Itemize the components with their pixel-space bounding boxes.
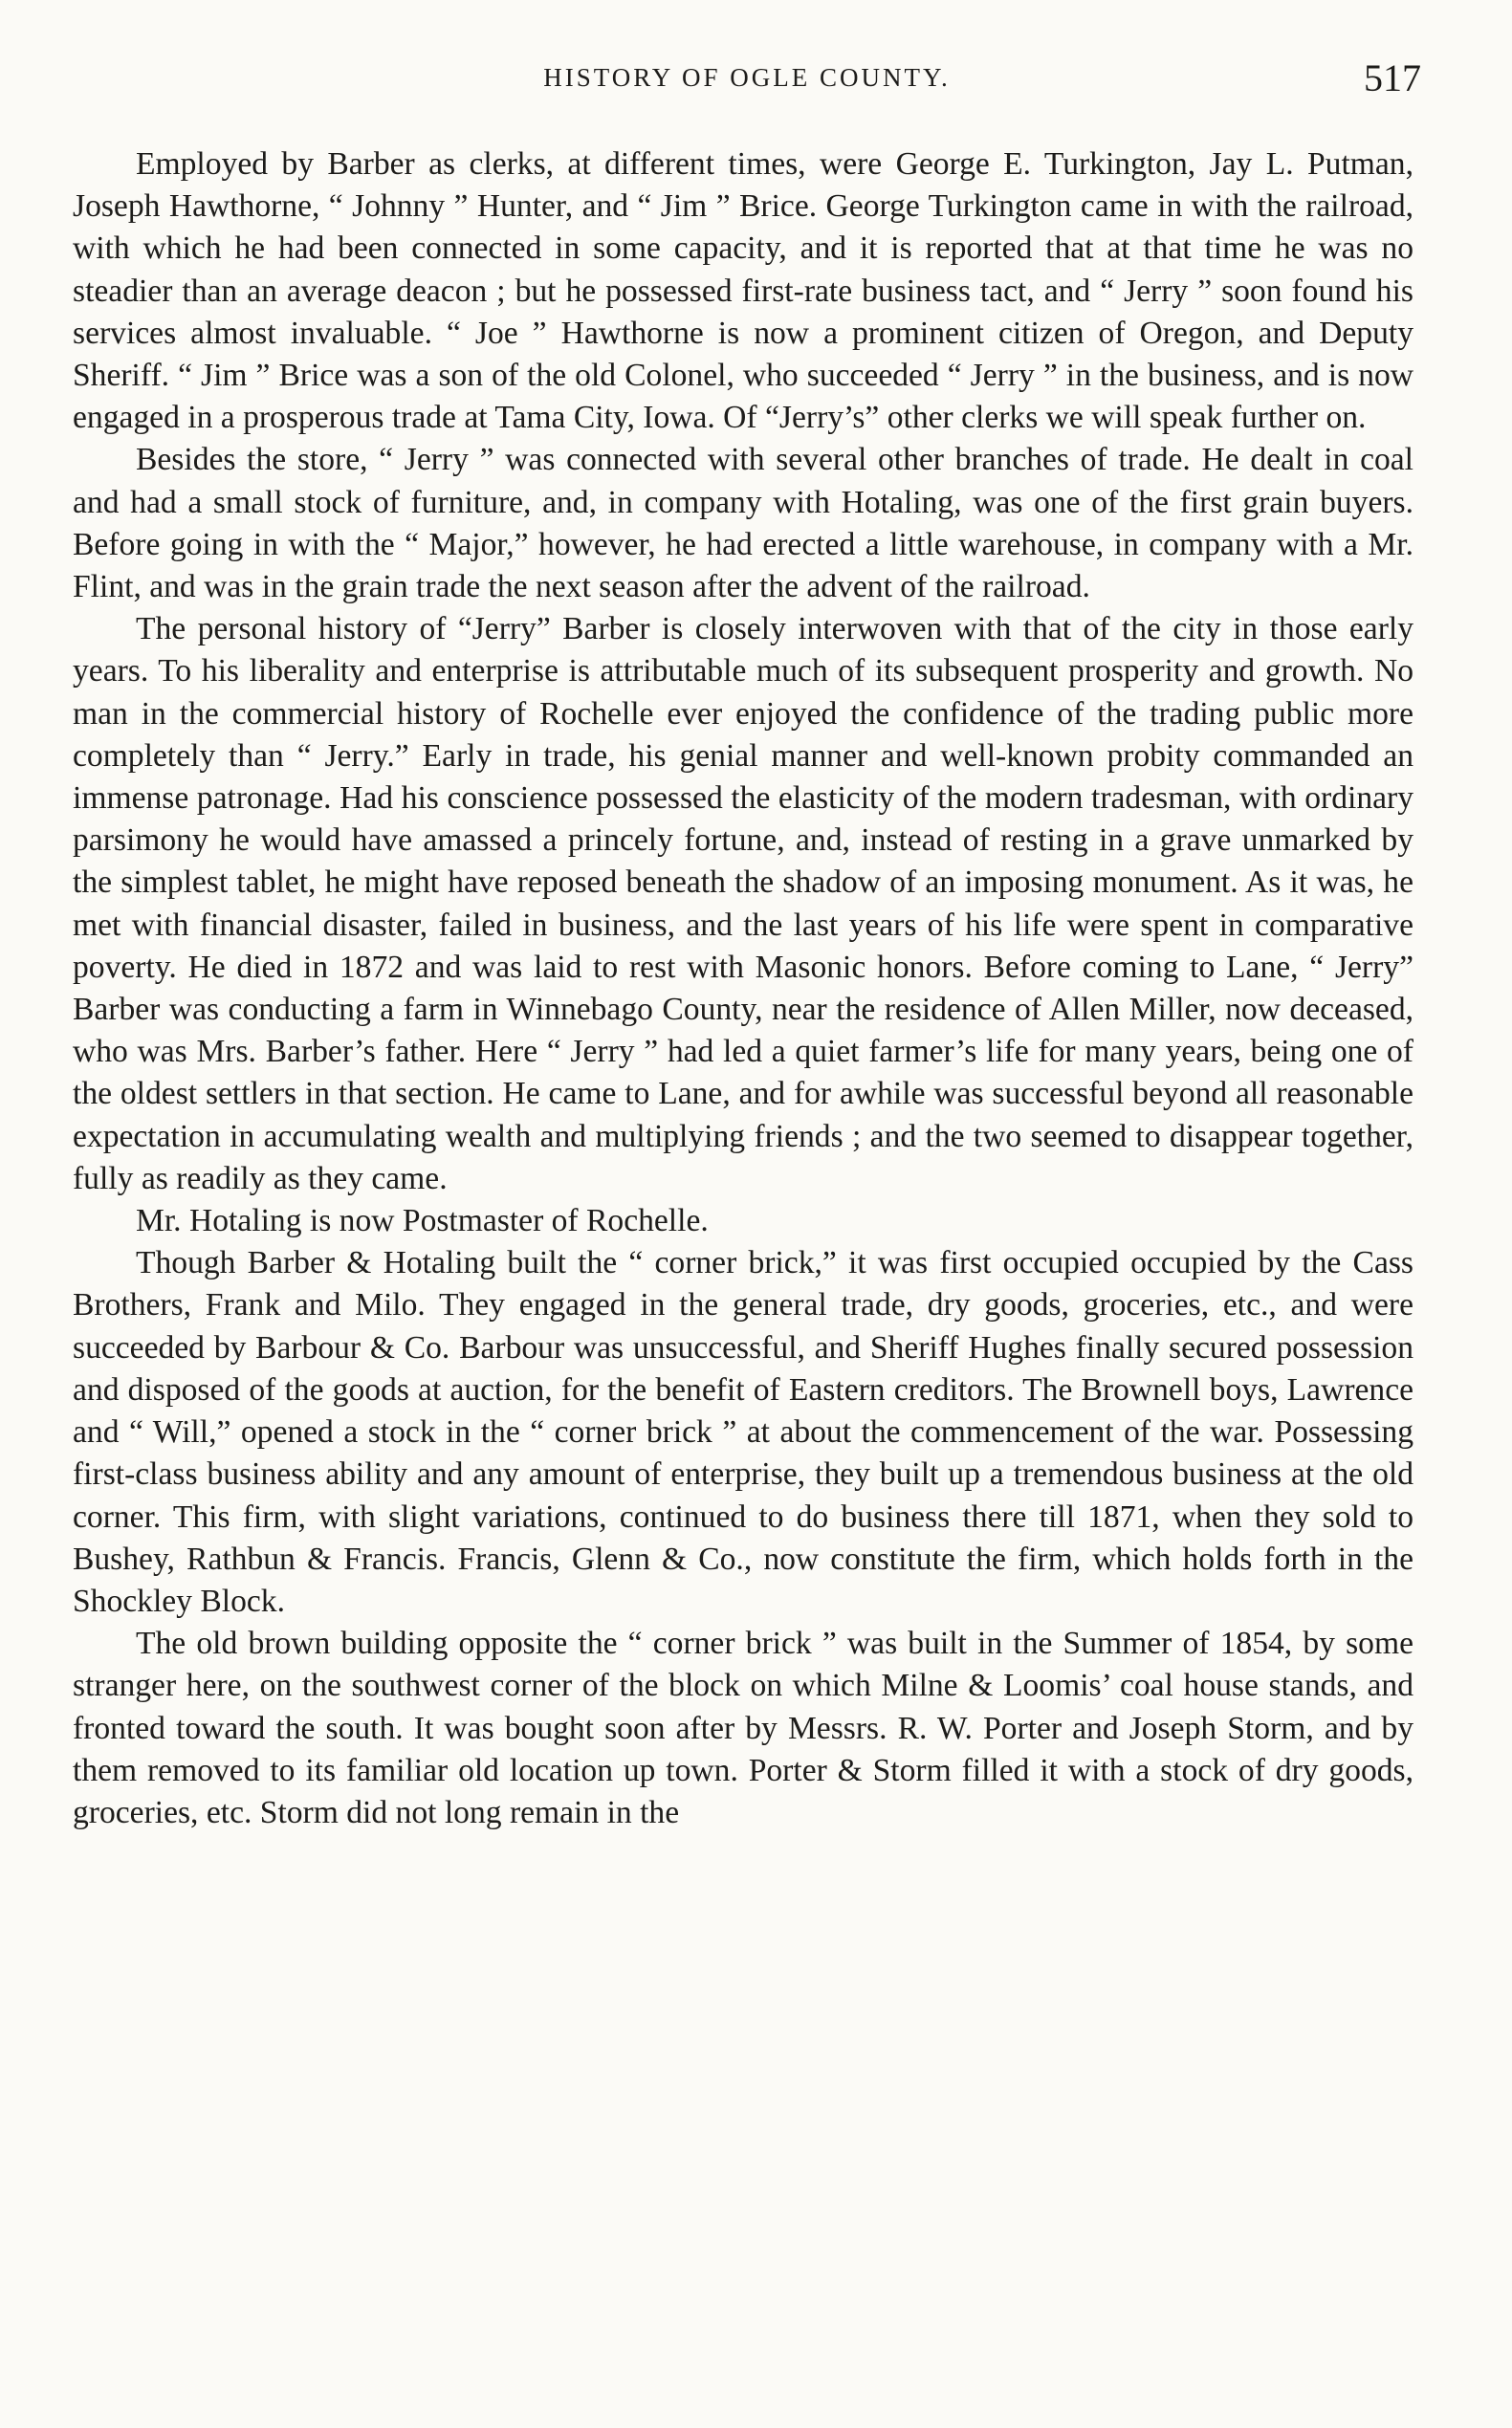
body-text (73, 143, 1413, 1834)
paragraph-other-trade: Besides the store, “ Jerry ” was connected with several other branches of trade. He dealt in coal and had a small stock of furniture, and, in company with Hotaling, was one of the first grain buyers. Before going in with the “ Major,” however, he had erected a little warehouse, in company with a Mr. Flint, and was in the grain trade the next season after the advent of the railroad. (73, 442, 1413, 605)
paragraph-corner-brick: Though Barber & Hotaling built the “ corner brick,” it was first occupied occupied by the Cass Brothers, Frank and Milo. They engaged in the general trade, dry goods, groceries, etc., and were succeeded by Barbour & Co. Barbour was unsuccessful, and Sheriff Hughes finally secured possession and disposed of the goods at auction, for the benefit of Eastern creditors. The Brownell boys, Lawrence and “ Will,” opened a stock in the “ corner brick ” at about the commencement of the war. Possessing first-class business ability and any amount of enterprise, they built up a tremendous business at the old corner. This firm, with slight variations, continued to do business there till 1871, when they sold to Bushey, Rathbun & Francis. Francis, Glenn & Co., now constitute the firm, which holds forth in the Shockley Block. (73, 1245, 1413, 1619)
paragraph-hotaling: Mr. Hotaling is now Postmaster of Rochelle. (136, 1203, 709, 1239)
page-number: 517 (1364, 56, 1421, 99)
paragraph-personal-history: The personal history of “Jerry” Barber is closely interwoven with that of the city in those early years. To his liberality and enterprise is attributable much of its subsequent prosperity and growth. No man in the commercial history of Rochelle ever enjoyed the confidence of the trading public more completely than “ Jerry.” Early in trade, his genial manner and well-known probity commanded an immense patronage. Had his conscience possessed the elasticity of the modern tradesman, with ordinary parsimony he would have amassed a princely fortune, and, instead of resting in a grave unmarked by the simplest tablet, he might have reposed beneath the shadow of an imposing monument. As it was, he met with financial disaster, failed in business, and the last years of his life were spent in comparative poverty. He died in 1872 and was laid to rest with Masonic honors. Before coming to Lane, “ Jerry” Barber was conducting a farm in Winnebago County, near the residence of Allen Miller, now deceased, who was Mrs. Barber’s father. Here “ Jerry ” had led a quiet farmer’s life for many years, being one of the oldest settlers in that section. He came to Lane, and for awhile was successful beyond all reasonable expectation in accumulating wealth and multiplying friends ; and the two seemed to disappear together, fully as readily as they came. (73, 611, 1413, 1196)
paragraph-clerks: Employed by Barber as clerks, at different times, were George E. Turkington, Jay L. Putman, Joseph Hawthorne, “ Johnny ” Hunter, and “ Jim ” Brice. George Turkington came in with the railroad, with which he had been connected in some capacity, and it is reported that at that time he was no steadier than an average deacon ; but he possessed first-rate business tact, and “ Jerry ” soon found his services almost invaluable. “ Joe ” Hawthorne is now a prominent citizen of Oregon, and Deputy Sheriff. “ Jim ” Brice was a son of the old Colonel, who succeeded “ Jerry ” in the business, and is now engaged in a prosperous trade at Tama City, Iowa. Of “Jerry’s” other clerks we will speak further on. (73, 146, 1413, 436)
running-head (73, 55, 1421, 103)
page-header-title: HISTORY OF OGLE COUNTY. (543, 63, 951, 92)
paragraph-brown-building: The old brown building opposite the “ corner brick ” was built in the Summer of 1854, by some stranger here, on the southwest corner of the block on which Milne & Loomis’ coal house stands, and fronted toward the south. It was bought soon after by Messrs. R. W. Porter and Joseph Storm, and by them removed to its familiar old location up town. Porter & Storm filled it with a stock of dry goods, groceries, etc. Storm did not long remain in the (73, 1626, 1413, 1830)
